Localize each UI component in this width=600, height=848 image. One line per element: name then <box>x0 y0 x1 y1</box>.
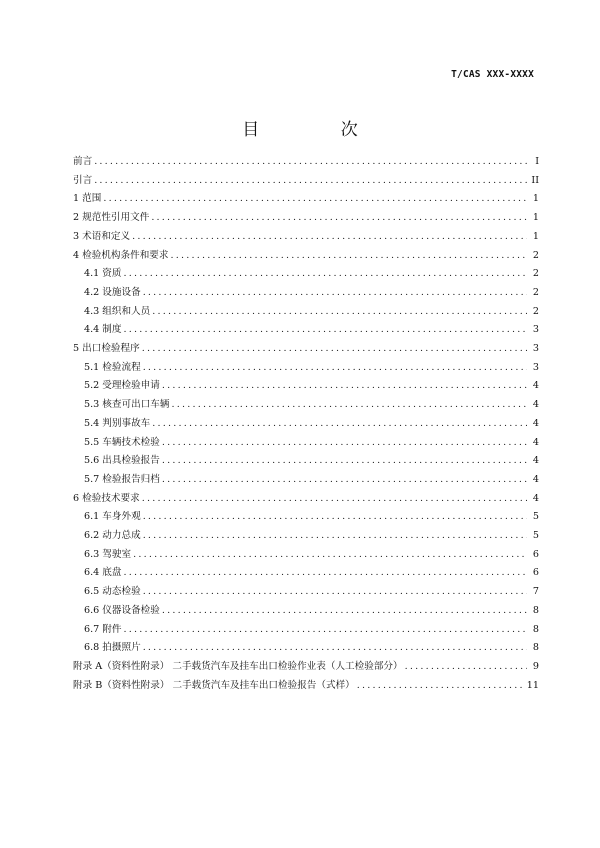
toc-entry[interactable] <box>73 583 539 602</box>
toc-entry[interactable] <box>73 452 539 471</box>
toc-entry[interactable] <box>73 677 539 696</box>
toc-entry-page: 1 <box>532 230 539 242</box>
toc-leader-dots <box>143 359 527 378</box>
toc-entry[interactable] <box>73 265 539 284</box>
toc-entry-page: 1 <box>532 193 539 205</box>
toc-entry[interactable] <box>73 639 539 658</box>
toc-leader-dots <box>143 583 527 602</box>
toc-leader-dots <box>162 471 527 490</box>
toc-entry-label: 2 规范性引用文件 <box>73 212 150 224</box>
toc-entry[interactable] <box>73 396 539 415</box>
toc-leader-dots <box>143 508 527 527</box>
toc-entry-page: 4 <box>532 436 539 448</box>
toc-entry-label: 4.1 资质 <box>84 268 122 280</box>
toc-entry-label: 附录 B（资料性附录） 二手载货汽车及挂车出口检验报告（式样） <box>73 679 355 691</box>
toc-entry-page: 4 <box>532 473 539 485</box>
toc-entry-page: 3 <box>532 361 539 373</box>
toc-entry-page: 4 <box>532 455 539 467</box>
toc-entry-label: 6.3 驾驶室 <box>84 548 132 560</box>
toc-entry-page: 2 <box>532 268 539 280</box>
toc-leader-dots <box>124 265 528 284</box>
toc-entry-page: 6 <box>532 567 539 579</box>
toc-entry[interactable] <box>73 621 539 640</box>
toc-leader-dots <box>94 172 527 191</box>
toc-entry-label: 4 检验机构条件和要求 <box>73 249 169 261</box>
toc-entry-label: 附录 A（资料性附录） 二手载货汽车及挂车出口检验作业表（人工检验部分） <box>73 660 403 672</box>
toc-entry-page: 2 <box>532 305 539 317</box>
toc-leader-dots <box>143 527 527 546</box>
toc-entry-label: 6 检验技术要求 <box>73 492 140 504</box>
toc-entry[interactable] <box>73 490 539 509</box>
toc-entry-label: 引言 <box>73 174 93 186</box>
toc-entry[interactable] <box>73 434 539 453</box>
toc-entry[interactable] <box>73 415 539 434</box>
toc-entry[interactable] <box>73 303 539 322</box>
toc-entry[interactable] <box>73 321 539 340</box>
toc-entry-label: 6.1 车身外观 <box>84 511 141 523</box>
toc-entry-page: 2 <box>532 249 539 261</box>
toc-leader-dots <box>103 190 527 209</box>
toc-leader-dots <box>151 209 527 228</box>
toc-leader-dots <box>357 677 524 696</box>
toc-leader-dots <box>162 452 527 471</box>
toc-leader-dots <box>162 434 527 453</box>
toc-entry-page: 8 <box>532 623 539 635</box>
toc-entry[interactable] <box>73 546 539 565</box>
toc-entry-page: 8 <box>532 642 539 654</box>
toc-entry[interactable] <box>73 209 539 228</box>
toc-entry[interactable] <box>73 284 539 303</box>
toc-entry-page: 6 <box>532 548 539 560</box>
toc-entry-page: 2 <box>532 286 539 298</box>
toc-entry[interactable] <box>73 471 539 490</box>
toc-entry-page: 4 <box>532 380 539 392</box>
toc-entry-label: 4.4 制度 <box>84 324 122 336</box>
toc-entry[interactable] <box>73 508 539 527</box>
toc-entry-page: 7 <box>532 586 539 598</box>
standard-code: T/CAS XXX-XXXX <box>451 69 534 80</box>
toc-entry-label: 3 术语和定义 <box>73 230 131 242</box>
toc-entry[interactable] <box>73 340 539 359</box>
toc-entry-page: 5 <box>532 511 539 523</box>
toc-leader-dots <box>405 658 527 677</box>
table-of-contents <box>73 153 539 695</box>
toc-entry-page: 3 <box>532 343 539 355</box>
toc-entry-page: 11 <box>526 679 539 691</box>
toc-leader-dots <box>94 153 527 172</box>
toc-entry-page: 8 <box>532 604 539 616</box>
toc-entry[interactable] <box>73 377 539 396</box>
toc-entry-page: 1 <box>532 212 539 224</box>
toc-leader-dots <box>152 415 527 434</box>
toc-leader-dots <box>143 284 527 303</box>
toc-entry-label: 5.1 检验流程 <box>84 361 141 373</box>
toc-entry[interactable] <box>73 527 539 546</box>
toc-leader-dots <box>124 564 528 583</box>
toc-entry-label: 1 范围 <box>73 193 102 205</box>
toc-entry[interactable] <box>73 153 539 172</box>
toc-entry-page: II <box>531 174 539 186</box>
toc-entry-label: 5.2 受理检验申请 <box>84 380 160 392</box>
toc-entry-page: 4 <box>532 399 539 411</box>
toc-entry[interactable] <box>73 247 539 266</box>
toc-entry[interactable] <box>73 172 539 191</box>
toc-leader-dots <box>132 228 527 247</box>
toc-leader-dots <box>171 247 528 266</box>
toc-leader-dots <box>133 546 527 565</box>
toc-entry-label: 前言 <box>73 156 93 167</box>
toc-entry[interactable] <box>73 564 539 583</box>
toc-entry-page: I <box>535 156 539 167</box>
page-title: 目 次 <box>242 120 396 141</box>
toc-leader-dots <box>152 303 527 322</box>
toc-entry-label: 6.6 仪器设备检验 <box>84 604 160 616</box>
toc-entry-label: 5.7 检验报告归档 <box>84 473 160 485</box>
toc-entry[interactable] <box>73 190 539 209</box>
toc-leader-dots <box>162 377 527 396</box>
toc-entry-label: 5.6 出具检验报告 <box>84 455 160 467</box>
toc-entry-page: 3 <box>532 324 539 336</box>
toc-entry[interactable] <box>73 602 539 621</box>
toc-leader-dots <box>143 639 527 658</box>
toc-leader-dots <box>142 490 527 509</box>
toc-entry-label: 6.2 动力总成 <box>84 530 141 542</box>
toc-entry-label: 5 出口检验程序 <box>73 343 140 355</box>
toc-entry-label: 6.5 动态检验 <box>84 586 141 598</box>
toc-entry-label: 6.4 底盘 <box>84 567 122 579</box>
toc-entry-label: 6.8 拍摄照片 <box>84 642 141 654</box>
toc-entry-page: 9 <box>532 660 539 672</box>
toc-entry-label: 4.2 设施设备 <box>84 286 141 298</box>
toc-entry[interactable] <box>73 359 539 378</box>
toc-leader-dots <box>124 321 528 340</box>
toc-entry[interactable] <box>73 658 539 677</box>
toc-leader-dots <box>162 602 527 621</box>
toc-entry-page: 4 <box>532 417 539 429</box>
toc-leader-dots <box>124 621 528 640</box>
toc-entry-page: 5 <box>532 530 539 542</box>
toc-entry-label: 4.3 组织和人员 <box>84 305 151 317</box>
toc-entry-label: 5.4 判别事故车 <box>84 417 151 429</box>
toc-entry-label: 5.3 核查可出口车辆 <box>84 399 170 411</box>
toc-entry-page: 4 <box>532 492 539 504</box>
toc-entry-label: 5.5 车辆技术检验 <box>84 436 160 448</box>
toc-entry-label: 6.7 附件 <box>84 623 122 635</box>
toc-entry[interactable] <box>73 228 539 247</box>
toc-leader-dots <box>142 340 527 359</box>
toc-leader-dots <box>171 396 527 415</box>
